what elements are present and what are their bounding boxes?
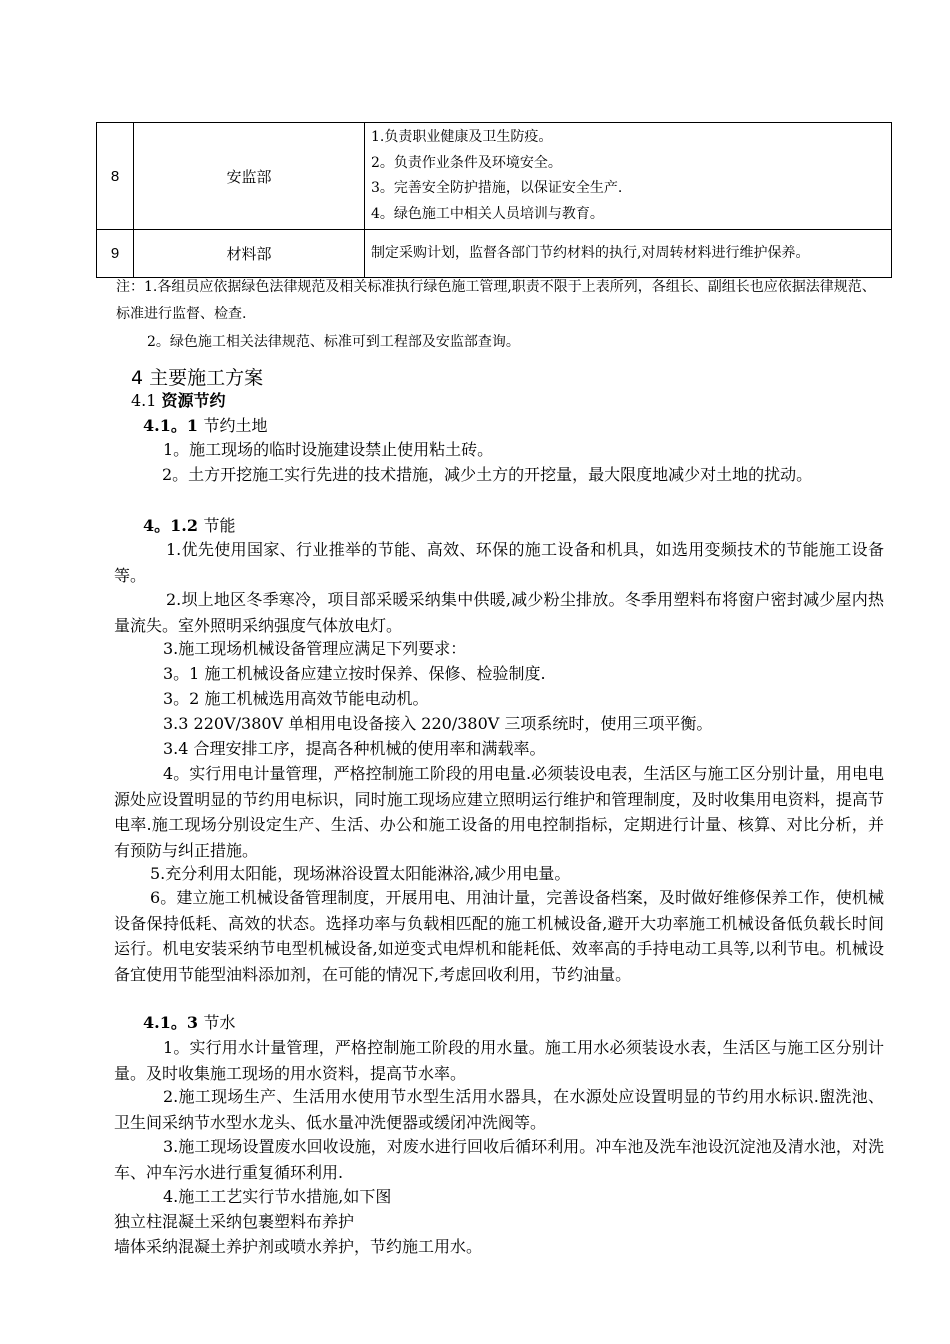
energy-item-3-4: 3.4 合理安排工序，提高各种机械的使用率和满载率。 [163,739,546,758]
duty-item: 1.负责职业健康及卫生防疫。 [371,129,553,145]
energy-item-3: 3.施工现场机械设备管理应满足下列要求： [163,639,467,658]
energy-item-3-1: 3。1 施工机械设备应建立按时保养、保修、检验制度. [163,664,546,683]
energy-item-5: 5.充分利用太阳能，现场淋浴设置太阳能淋浴,减少用电量。 [150,864,571,883]
section-heading-4-1: 4.1 资源节约 [131,391,226,410]
land-item-1: 1。施工现场的临时设施建设禁止使用粘土砖。 [163,440,494,459]
energy-item-6: 6。建立施工机械设备管理制度，开展用电、用油计量，完善设备档案，及时做好维修保养工作，使机械设备保持低耗、高效的状态。选择功率与负载相匹配的施工机械设备,避开大功率施工机械设备低负载长时间运行。机电安装采纳节电型机械设备,如逆变式电焊机和能耗低、效率高的手持电动工具等,以利节电。机械设备宜使用节能型油料添加剂，在可能的情况下,考虑回收利用，节约油量。 [114,888,884,984]
water-item-2: 2.施工现场生产、生活用水使用节水型生活用水器具，在水源处应设置明显的节约用水标识.盥洗池、卫生间采纳节水型水龙头、低水量冲洗便器或缓闭冲洗阀等。 [114,1087,884,1132]
table-row [97,230,892,278]
table-note-2: 2。绿色施工相关法律规范、标准可到工程部及安监部查询。 [147,334,520,350]
energy-item-1: 1.优先使用国家、行业推举的节能、高效、环保的施工设备和机具，如选用变频技术的节能施工设备等。 [114,540,884,585]
water-item-3: 3.施工现场设置废水回收设施，对废水进行回收后循环利用。冲车池及洗车池设沉淀池及清水池，对洗车、冲车污水进行重复循环利用. [114,1137,884,1182]
energy-item-3-3: 3.3 220V/380V 单相用电设备接入 220/380V 三项系统时，使用三项平衡。 [163,714,713,733]
energy-item-4: 4。实行用电计量管理，严格控制施工阶段的用电量.必须装设电表，生活区与施工区分别计量，用电电源处应设置明显的节约用电标识，同时施工现场应建立照明运行维护和管理制度，及时收集用电资料，提高节电率.施工现场分别设定生产、生活、办公和施工设备的用电控制指标，定期进行计量、核算、对比分析，并有预防与纠正措施。 [114,764,884,860]
department-name: 安监部 [134,123,365,230]
energy-item-3-2: 3。2 施工机械选用高效节能电动机。 [163,689,429,708]
water-item-1: 1。实行用水计量管理，严格控制施工阶段的用水量。施工用水必须装设水表，生活区与施工区分别计量。及时收集施工现场的用水资料，提高节水率。 [114,1038,884,1083]
duty-item: 制定采购计划，监督各部门节约材料的执行,对周转材料进行维护保养。 [371,244,810,261]
department-name: 材料部 [134,230,365,278]
duty-item: 4。绿色施工中相关人员培训与教育。 [371,205,604,222]
duty-list [365,123,892,230]
responsibility-table [96,122,892,278]
section-heading-4-1-3: 4.1。3 节水 [143,1013,236,1032]
water-item-6: 墙体采纳混凝土养护剂或喷水养护，节约施工用水。 [114,1237,483,1256]
row-number: 8 [97,123,134,230]
section-heading-4-1-1: 4.1。1 节约土地 [143,416,268,435]
duty-item: 3。完善安全防护措施，以保证安全生产. [371,180,623,196]
table-row [97,123,892,230]
section-heading-4: 4 主要施工方案 [131,367,264,389]
section-heading-4-1-2: 4。1.2 节能 [143,516,236,535]
water-item-5: 独立柱混凝土采纳包裹塑料布养护 [114,1212,355,1231]
duty-item: 2。负责作业条件及环境安全。 [371,154,562,171]
land-item-2: 2。土方开挖施工实行先进的技术措施，减少土方的开挖量，最大限度地减少对土地的扰动。 [162,465,813,484]
energy-item-2: 2.坝上地区冬季寒冷，项目部采暖采纳集中供暖,减少粉尘排放。冬季用塑料布将窗户密封减少屋内热量流失。室外照明采纳强度气体放电灯。 [114,590,884,635]
row-number: 9 [97,230,134,278]
water-item-4: 4.施工工艺实行节水措施,如下图 [163,1187,392,1206]
duty-list [365,230,892,278]
table-note-1: 注：1.各组员应依据绿色法律规范及相关标准执行绿色施工管理,职责不限于上表所列，各组长、副组长也应依据法律规范、标准进行监督、检查. [116,279,876,322]
